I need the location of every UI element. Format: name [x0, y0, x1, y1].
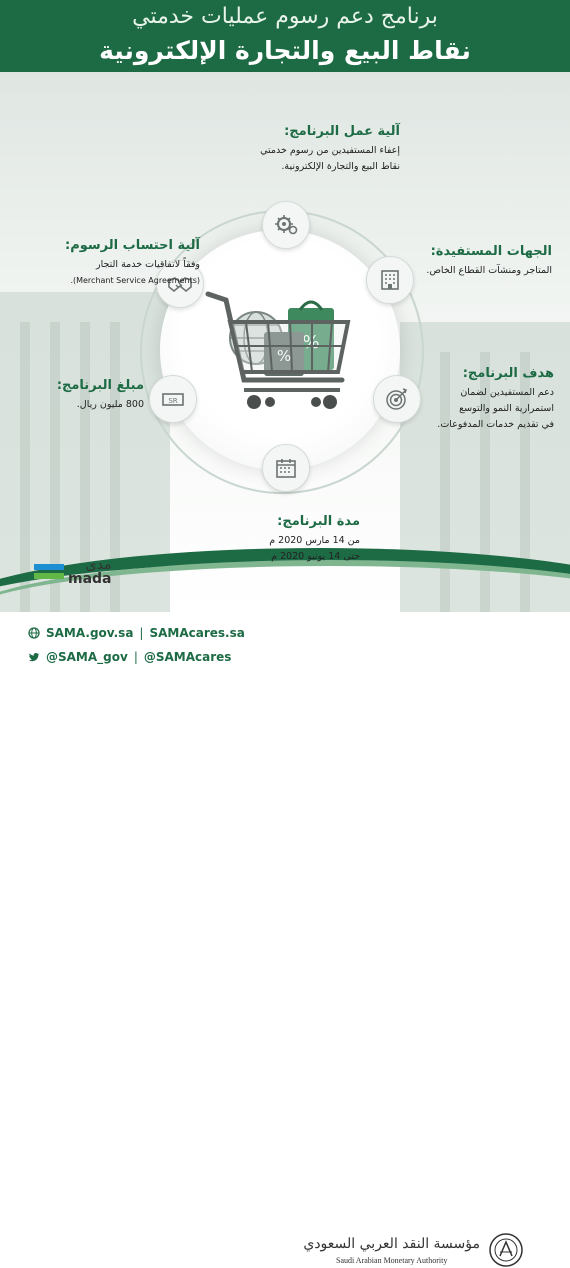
column	[20, 322, 30, 612]
mada-green-bar	[34, 573, 64, 579]
mada-latin: mada	[68, 571, 112, 587]
goal-text-2: استمرارية النمو والتوسع	[459, 403, 554, 414]
globe-icon	[28, 627, 40, 639]
duration-text-2: حتى 14 يونيو 2020 م	[271, 551, 360, 562]
twitter-icon	[28, 651, 40, 663]
website-link-samacares[interactable]: SAMAcares.sa	[149, 626, 245, 640]
mada-logo	[34, 557, 114, 585]
program-title-line1: برنامج دعم رسوم عمليات خدمتي	[132, 4, 438, 29]
mechanism-text-1: إعفاء المستفيدين من رسوم خدمتي	[260, 145, 400, 156]
footer-separator: |	[139, 626, 144, 640]
calendar-node	[262, 444, 310, 492]
goal-text-1: دعم المستفيدين لضمان	[460, 387, 554, 398]
amount-title: مبلغ البرنامج:	[56, 378, 144, 393]
fee-calc-section	[20, 238, 200, 289]
mada-logo-bars	[34, 564, 64, 579]
sama-logo-block	[303, 1232, 524, 1268]
gear-icon	[273, 212, 299, 238]
gear-node	[262, 201, 310, 249]
footer-web-row	[28, 626, 245, 640]
banknote-label: SR	[168, 397, 178, 405]
twitter-link-sama-gov[interactable]: @SAMA_gov	[46, 650, 128, 664]
fee-calc-title: آلية احتساب الرسوم:	[65, 238, 200, 253]
duration-title: مدة البرنامج:	[277, 514, 360, 529]
mechanism-section	[200, 124, 400, 175]
footer-twitter-row	[28, 650, 231, 664]
amount-text-1: 800 مليون ريال.	[76, 399, 144, 410]
mada-arabic: مدى	[85, 557, 112, 573]
fee-calc-text-1: وفقاً لاتفاقيات خدمة التجار	[96, 259, 200, 270]
mechanism-text-2: نقاط البيع والتجارة الإلكترونية.	[281, 161, 400, 172]
duration-section	[160, 514, 360, 565]
beneficiaries-section	[400, 244, 552, 279]
footer	[0, 612, 570, 1265]
fee-calc-text-2: (Merchant Service Agreements).	[70, 276, 200, 285]
mada-blue-bar	[34, 564, 64, 570]
website-link-sama[interactable]: SAMA.gov.sa	[46, 626, 134, 640]
goal-title: هدف البرنامج:	[462, 366, 554, 381]
goal-section	[404, 366, 554, 433]
banknote-icon	[160, 386, 186, 412]
mechanism-title: آلية عمل البرنامج:	[284, 124, 400, 139]
beneficiaries-text-1: المتاجر ومنشآت القطاع الخاص.	[426, 265, 552, 276]
banknote-node	[149, 375, 197, 423]
amount-section	[20, 378, 144, 413]
beneficiaries-title: الجهات المستفيدة:	[430, 244, 552, 259]
footer-separator: |	[133, 650, 138, 664]
mada-text	[68, 557, 112, 585]
calendar-icon	[273, 455, 299, 481]
duration-text-1: من 14 مارس 2020 م	[269, 535, 360, 546]
org-name-english: Saudi Arabian Monetary Authority	[336, 1255, 448, 1265]
sama-emblem-icon	[488, 1232, 524, 1268]
twitter-link-samacares[interactable]: @SAMAcares	[143, 650, 232, 664]
org-name-arabic: مؤسسة النقد العربي السعودي	[303, 1235, 480, 1252]
goal-text-3: في تقديم خدمات المدفوعات.	[437, 419, 554, 430]
program-title-line2: نقاط البيع والتجارة الإلكترونية	[99, 36, 471, 65]
header-banner	[0, 0, 570, 72]
